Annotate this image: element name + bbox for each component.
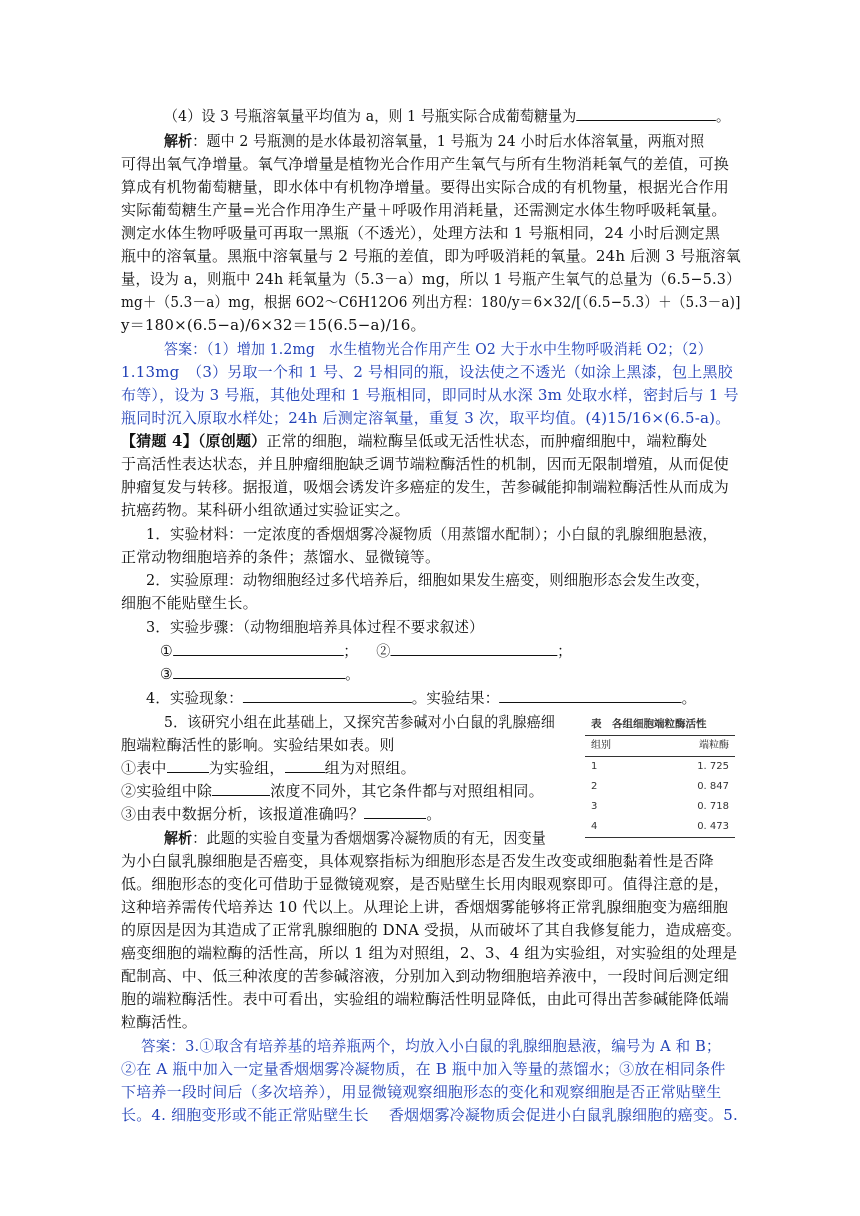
table-header: 端粒酶 bbox=[699, 740, 729, 751]
item-2-line-1: 2．实验原理：动物细胞经过多代培养后，细胞如果发生癌变，则细胞形态会发生改变， bbox=[146, 571, 710, 589]
item-5-line-1: 5．该研究小组在此基础上，又探究苦参碱对小白鼠的乳腺癌细 bbox=[164, 713, 555, 731]
question-4: （4）设 3 号瓶溶氧量平均值为 a，则 1 号瓶实际合成葡萄糖量为 。 bbox=[164, 107, 731, 125]
table-row: 1 1. 725 bbox=[591, 761, 729, 772]
answer-1-line-4: 瓶同时沉入原取水样处；24h 后测定溶氧量，重复 3 次，取平均值。(4)15/16×(6.5-a)。 bbox=[121, 409, 731, 427]
analysis-2-line-8: 胞的端粒酶活性。表中可看出，实验组的端粒酶活性明显降低，由此可得出苦参碱能降低端 bbox=[121, 990, 730, 1008]
exp-group-blank[interactable] bbox=[167, 758, 209, 773]
step-2-blank[interactable] bbox=[390, 641, 557, 656]
answer-2-line-4: 长。4. 细胞变形或不能正常贴壁生长 香烟烟雾冷凝物质会促进小白鼠乳腺细胞的癌变。5. bbox=[121, 1106, 738, 1124]
analysis-1-line-3: 算成有机物葡萄糖量，即水体中有机物净增量。要得出实际合成的有机物量，根据光合作用 bbox=[121, 178, 730, 196]
item-5-q3: ③由表中数据分析，该报道准确吗？ 。 bbox=[121, 805, 442, 823]
analysis-2-line-5: 的原因是因为其造成了正常乳腺细胞的 DNA 受损，从而破坏了其自我修复能力，造成癌变。 bbox=[121, 921, 742, 939]
analysis-2-line-1: 解析：此题的实验自变量为香烟烟雾冷凝物质的有无，因变量 bbox=[164, 829, 546, 847]
table-header-row bbox=[585, 736, 735, 757]
item-1-line-1: 1．实验材料：一定浓度的香烟烟雾冷凝物质（用蒸馏水配制）；小白鼠的乳腺细胞悬液， bbox=[146, 525, 718, 543]
item-1-line-2: 正常动物细胞培养的条件；蒸馏水、显微镜等。 bbox=[121, 548, 441, 566]
guess-4-line-1: 【猜题 4】（原创题）正常的细胞，端粒酶呈低或无活性状态，而肿瘤细胞中，端粒酶处 bbox=[121, 432, 708, 450]
analysis-1-line-1: 解析：题中 2 号瓶测的是水体最初溶氧量，1 号瓶为 24 小时后水体溶氧量，两瓶对照 bbox=[164, 132, 705, 150]
analysis-2-line-3: 低。细胞形态的变化可借助于显微镜观察，是否贴壁生长用肉眼观察即可。值得注意的是， bbox=[121, 875, 730, 893]
answer-2-line-3: 下培养一段时间后（多次培养），用显微镜观察细胞形态的变化和观察细胞是否正常贴壁生 bbox=[121, 1083, 722, 1101]
table-caption: 表 各组细胞端粒酶活性 bbox=[591, 718, 707, 730]
answer-2-line-1: 答案：3.①取含有培养基的培养瓶两个，均放入小白鼠的乳腺细胞悬液，编号为 A 和 B； bbox=[141, 1037, 721, 1055]
guess-4-line-4: 抗癌药物。某科研小组欲通过实验证实之。 bbox=[121, 501, 410, 519]
analysis-1-line-8: mg＋（5.3－a）mg，根据 6O2～C6H12O6 列出方程：180/y＝6×32/[（6.5−5.3）＋（5.3－a)] bbox=[121, 293, 741, 311]
guess-4-tag: 【猜题 4】（原创题） bbox=[121, 432, 267, 450]
answer-1-line-3: 布等），设为 3 号瓶，其他处理和 1 号瓶相同，即同时从水深 3m 处取水样，密封后与 1 号 bbox=[121, 386, 739, 404]
analysis-2-line-4: 这种培养需传代培养达 10 代以上。从理论上讲，香烟烟雾能够将正常乳腺细胞变为癌细胞 bbox=[121, 898, 729, 916]
table-row: 4 0. 473 bbox=[585, 817, 735, 838]
analysis-label: 解析 bbox=[164, 132, 193, 150]
table-row: 2 0. 847 bbox=[591, 781, 729, 792]
question-4-text: （4）设 3 号瓶溶氧量平均值为 a，则 1 号瓶实际合成葡萄糖量为 bbox=[164, 107, 577, 125]
analysis-1-line-2: 可得出氧气净增量。氧气净增量是植物光合作用产生氧气与所有生物消耗氧气的差值，可换 bbox=[121, 155, 730, 173]
accuracy-blank[interactable] bbox=[364, 804, 426, 819]
step-1-blank[interactable] bbox=[173, 641, 344, 656]
analysis-label: 解析 bbox=[164, 829, 193, 847]
item-2-line-2: 细胞不能贴壁生长。 bbox=[121, 594, 258, 612]
analysis-2-line-6: 癌变细胞的端粒酶的活性高，所以 1 组为对照组，2、3、4 组为实验组，对实验组的处理是 bbox=[121, 944, 738, 962]
item-3-head: 3．实验步骤：（动物细胞培养具体过程不要求叙述） bbox=[146, 618, 484, 636]
item-5-q1: ①表中 为实验组， 组为对照组。 bbox=[121, 759, 416, 777]
step-3-blank[interactable] bbox=[173, 664, 345, 679]
analysis-1-line-6: 瓶中的溶氧量。黑瓶中溶氧量与 2 号瓶的差值，即为呼吸消耗的氧量。24h 后测 3 号瓶溶氧 bbox=[121, 247, 741, 265]
item-4: 4．实验现象： 。实验结果： 。 bbox=[146, 689, 697, 707]
item-3-steps-1-2: ① ； ② ； bbox=[160, 642, 572, 660]
analysis-2-line-9: 粒酶活性。 bbox=[121, 1013, 198, 1031]
control-group-blank[interactable] bbox=[285, 758, 325, 773]
result-blank[interactable] bbox=[499, 688, 681, 703]
answer-1-line-1: 答案：（1）增加 1.2mg 水生植物光合作用产生 O2 大于水中生物呼吸消耗 O2；（2） bbox=[164, 340, 712, 358]
answer-2-line-2: ②在 A 瓶中加入一定量香烟烟雾冷凝物质，在 B 瓶中加入等量的蒸馏水；③放在相同条件 bbox=[121, 1060, 726, 1078]
analysis-2-line-2: 为小白鼠乳腺细胞是否癌变，具体观察指标为细胞形态是否发生改变或细胞黏着性是否降 bbox=[121, 852, 714, 870]
answer-blank[interactable] bbox=[576, 106, 716, 121]
guess-4-line-2: 于高活性表达状态，并且肿瘤细胞缺乏调节端粒酶活性的机制，因而无限制增殖，从而促使 bbox=[121, 455, 730, 473]
analysis-1-line-9: y＝180×(6.5−a)/6×32＝15(6.5−a)/16。 bbox=[121, 316, 426, 334]
analysis-1-line-7: 量，设为 a，则瓶中 24h 耗氧量为（5.3－a）mg，所以 1 号瓶产生氧气的总量为（6.5−5.3） bbox=[121, 270, 741, 288]
analysis-1-line-5: 测定水体生物呼吸量可再取一黑瓶（不透光），处理方法和 1 号瓶相同，24 小时后测定黑 bbox=[121, 224, 721, 242]
item-5-line-2: 胞端粒酶活性的影响。实验结果如表。则 bbox=[121, 736, 395, 754]
table-row: 3 0. 718 bbox=[591, 801, 729, 812]
telomerase-table bbox=[585, 716, 735, 838]
table-header: 组别 bbox=[591, 740, 611, 751]
phenomenon-blank[interactable] bbox=[243, 688, 412, 703]
guess-4-line-3: 肿瘤复发与转移。据报道，吸烟会诱发许多癌症的发生，苦参碱能抑制端粒酶活性从而成为 bbox=[121, 478, 730, 496]
answer-1-line-2: 1.13mg （3）另取一个和 1 号、2 号相同的瓶，设法使之不透光（如涂上黑漆，包上黑胶 bbox=[121, 363, 733, 381]
item-3-step-3: ③ 。 bbox=[160, 665, 360, 683]
analysis-1-line-4: 实际葡萄糖生产量=光合作用净生产量＋呼吸作用消耗量，还需测定水体生物呼吸耗氧量。 bbox=[121, 201, 727, 219]
analysis-2-line-7: 配制高、中、低三种浓度的苦参碱溶液，分别加入到动物细胞培养液中，一段时间后测定细 bbox=[121, 967, 730, 985]
item-5-q2: ②实验组中除 浓度不同外，其它条件都与对照组相同。 bbox=[121, 782, 544, 800]
concentration-blank[interactable] bbox=[212, 781, 270, 796]
